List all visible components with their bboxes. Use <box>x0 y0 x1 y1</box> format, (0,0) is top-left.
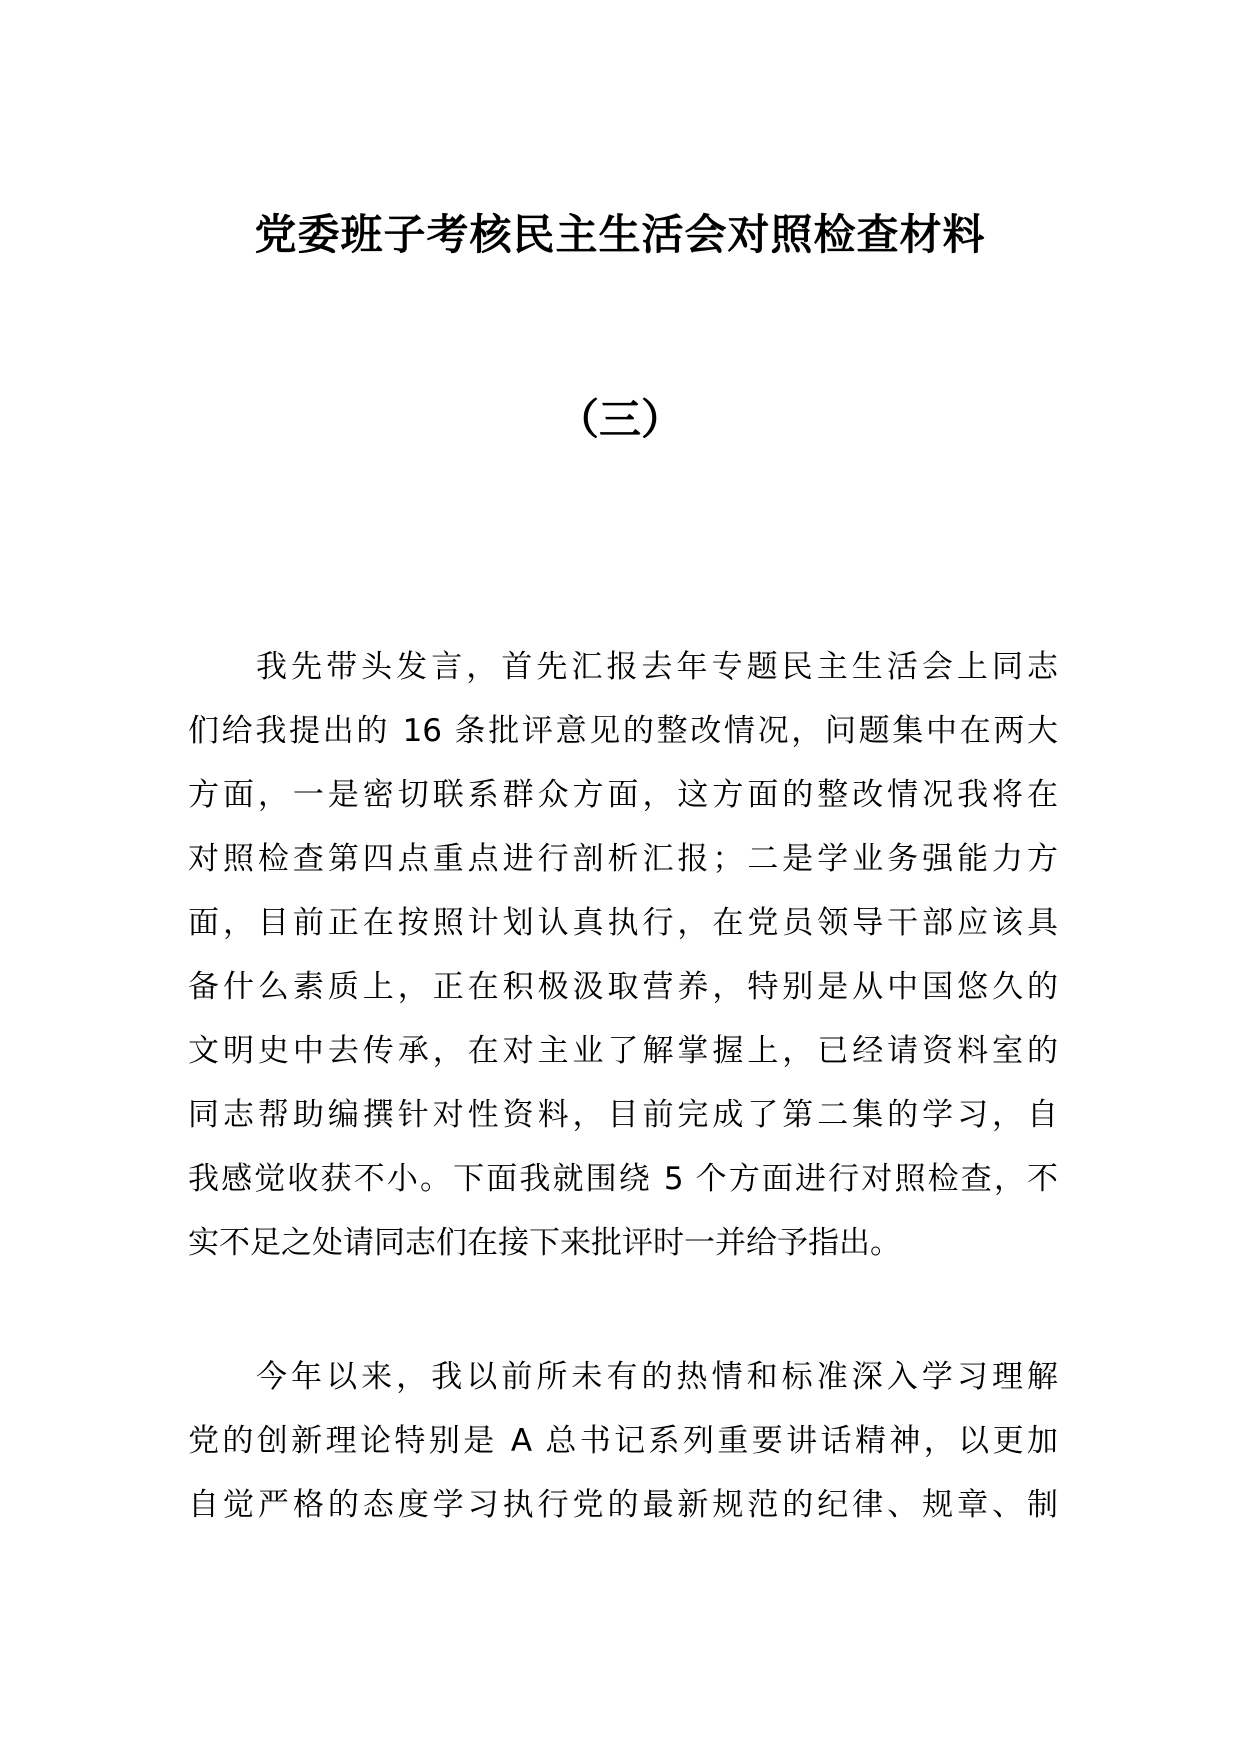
text-line: 对照检查第四点重点进行剖析汇报；二是学业务强能力方 <box>188 841 1058 877</box>
text-line: 同志帮助编撰针对性资料，目前完成了第二集的学习，自 <box>188 1097 1058 1133</box>
text-line: 实不足之处请同志们在接下来批评时一并给予指出。 <box>188 1225 901 1261</box>
text-line: 备什么素质上，正在积极汲取营养，特别是从中国悠久的 <box>188 969 1058 1005</box>
text-line: 我感觉收获不小。下面我就围绕 5 个方面进行对照检查，不 <box>188 1161 1058 1197</box>
text-line: 方面，一是密切联系群众方面，这方面的整改情况我将在 <box>188 777 1058 813</box>
document-title: 党委班子考核民主生活会对照检查材料 <box>254 210 986 259</box>
text-line: 党的创新理论特别是 A 总书记系列重要讲话精神，以更加 <box>188 1423 1058 1459</box>
document-subtitle: （三） <box>556 395 683 444</box>
text-line: 面，目前正在按照计划认真执行，在党员领导干部应该具 <box>188 905 1058 941</box>
text-line: 们给我提出的 16 条批评意见的整改情况，问题集中在两大 <box>188 713 1058 749</box>
text-line: 我先带头发言，首先汇报去年专题民主生活会上同志 <box>256 649 1058 685</box>
text-line: 文明史中去传承，在对主业了解掌握上，已经请资料室的 <box>188 1033 1058 1069</box>
text-line: 今年以来，我以前所未有的热情和标准深入学习理解 <box>256 1359 1058 1395</box>
text-line: 自觉严格的态度学习执行党的最新规范的纪律、规章、制 <box>188 1487 1058 1523</box>
paragraph-1 <box>188 635 1058 1275</box>
paragraph-2 <box>188 1345 1058 1537</box>
